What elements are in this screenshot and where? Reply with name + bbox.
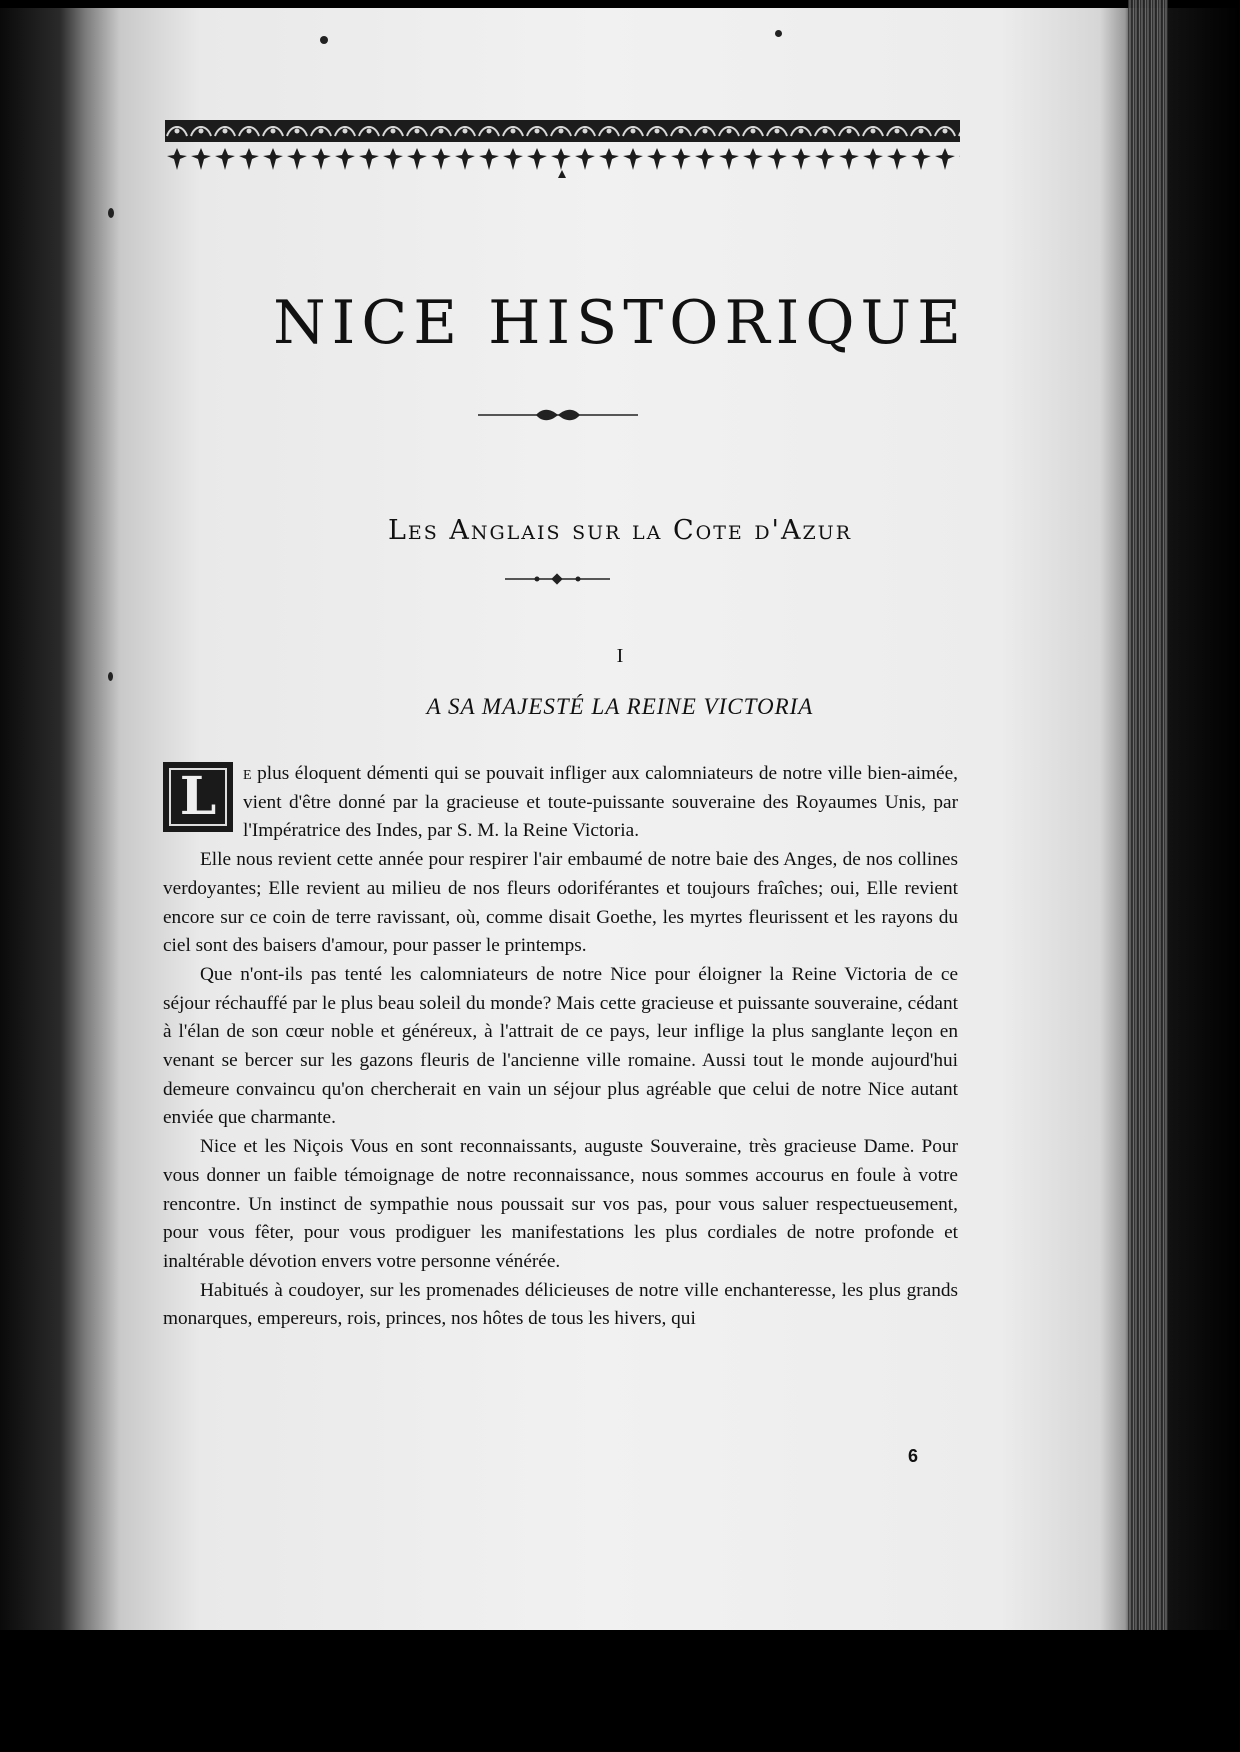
page-title: NICE HISTORIQUE <box>273 288 967 358</box>
dedication-heading: A SA MAJESTÉ LA REINE VICTORIA <box>426 694 814 719</box>
ink-spot <box>108 208 114 218</box>
ink-spot <box>775 30 782 37</box>
article-body <box>163 760 958 1334</box>
scan-border-bottom <box>0 1630 1240 1752</box>
ink-spot <box>108 672 113 681</box>
page-stack-edge <box>1128 0 1168 1640</box>
paragraph-text: plus éloquent démenti qui se pouvait infliger aux calomniateurs de notre ville bien-aimée, vient d'être donné par la gracieuse et toute-puissante souveraine des Royaumes Unis, par l'Impératrice des Indes, par S. M. la Reine Victoria. <box>243 763 958 842</box>
dropcap-initial <box>163 762 233 832</box>
scan-border-top <box>0 0 1240 8</box>
paragraph <box>163 760 958 846</box>
page-number: 6 <box>908 1446 919 1466</box>
dropcap-letter: L <box>169 768 227 826</box>
paragraph: Que n'ont-ils pas tenté les calomniateurs de notre Nice pour éloigner la Reine Victoria de ce séjour réchauffé par le plus beau soleil du monde? Mais cette gracieuse et puissante souveraine, cédant à l'élan de son cœur noble et généreux, à l'attrait de ce pays, leur inflige la plus sanglante leçon en venant se bercer sur les gazons fleuris de l'ancienne ville romaine. Aussi tout le monde aujourd'hui demeure convaincu qu'on chercherait en vain un séjour plus agréable que celui de notre Nice autant enviée que charmante. <box>163 963 958 1129</box>
ink-spot <box>320 36 328 44</box>
article-subtitle: Les Anglais sur la Cote d'Azur <box>387 515 852 546</box>
section-number: I <box>616 645 624 667</box>
paragraph: Habitués à coudoyer, sur les promenades délicieuses de notre ville enchanteresse, les plus grands monarques, empereurs, rois, princes, nos hôtes de tous les hivers, qui <box>163 1279 958 1330</box>
ornament-border-icon <box>165 120 960 180</box>
ornamental-header-band <box>165 120 960 180</box>
paragraph: Elle nous revient cette année pour respirer l'air embaumé de notre baie des Anges, de nos collines verdoyantes; Elle revient au milieu de nos fleurs odoriférantes et toujours fraîches; oui, Elle revient encore sur ce coin de terre ravissant, où, comme disait Goethe, les myrtes fleurissent et les rayons du ciel sont des baisers d'amour, pour passer le printemps. <box>163 849 958 957</box>
title-divider-ornament-icon <box>478 408 638 422</box>
subtitle-divider-ornament-icon <box>505 573 610 585</box>
paragraph: Nice et les Niçois Vous en sont reconnaissants, auguste Souveraine, très gracieuse Dame. Pour vous donner un faible témoignage de notre reconnaissance, nous sommes accourus en foule à votre rencontre. Un instinct de sympathie nous poussait sur vos pas, pour vous saluer respectueusement, pour vous fêter, pour vous prodiguer les manifestations les plus cordiales de notre profonde et inaltérable dévotion envers votre personne vénérée. <box>163 1136 958 1272</box>
paragraph-lead: e <box>243 763 252 784</box>
